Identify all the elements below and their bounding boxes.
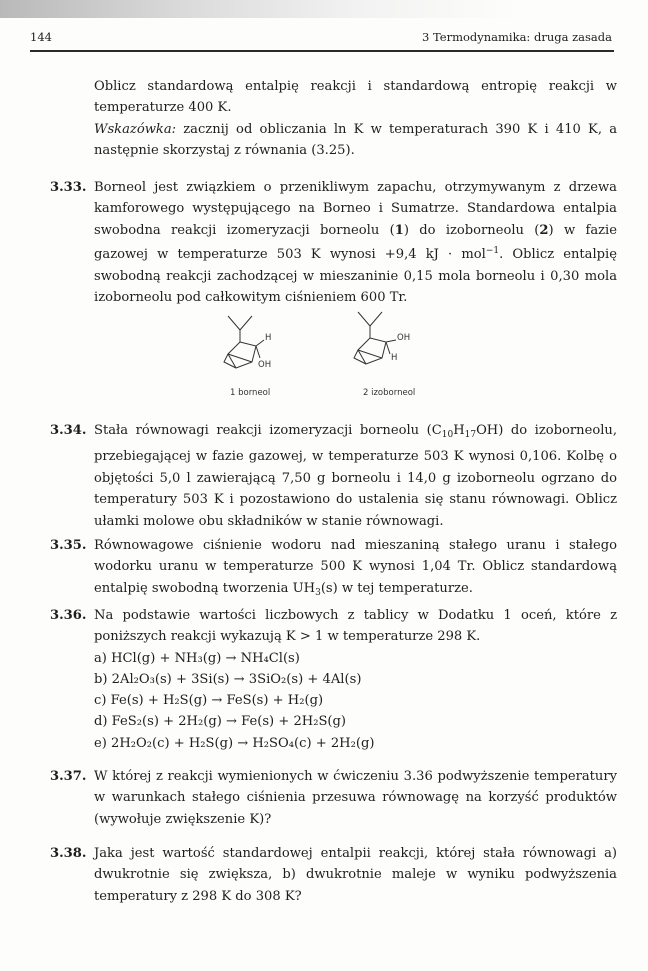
p334-sub2: 17 — [464, 430, 477, 440]
p333-ref1: 1 — [394, 222, 404, 238]
scan-shadow — [0, 0, 648, 18]
running-title: 3 Termodynamika: druga zasada — [422, 30, 612, 44]
problem-3-35 — [94, 535, 617, 604]
p334-t1: H — [453, 423, 465, 438]
label-oh-2: OH — [397, 333, 411, 343]
isoborneol-structure — [354, 312, 396, 364]
header-rule — [30, 50, 614, 52]
problem-3-38: Jaka jest wartość standardowej entalpii reakcji, której stała równowagi a) dwukrotnie się zwiększa, b) dwukrotnie maleje w wyniku podwyższenia temperatury z 298 K do 308 K? — [94, 846, 617, 904]
reaction-list — [94, 648, 617, 754]
caption-borneol: 1 borneol — [230, 388, 271, 398]
intro-text: Oblicz standardową entalpię reakcji i standardową entropię reakcji w temperaturze 400 K. — [94, 79, 617, 116]
p335-sub1: 3 — [315, 587, 321, 598]
p334-sub1: 10 — [441, 430, 454, 440]
problem-3-34 — [94, 420, 617, 532]
p333-sup: −1 — [485, 246, 500, 257]
problem-number-3-33: 3.33. — [50, 180, 87, 195]
label-h-2: H — [391, 353, 398, 363]
hint-text: zacznij od obliczania ln K w temperaturach 390 K i 410 K, a następnie skorzystaj z równania (3.25). — [94, 121, 617, 159]
problem-number-3-35: 3.35. — [50, 538, 87, 553]
p334-text-a: Stała równowagi reakcji izomeryzacji borneolu (C — [94, 423, 442, 438]
caption-isoborneol: 2 izoborneol — [363, 388, 416, 398]
hint-label: Wskazówka: — [94, 121, 177, 137]
intro-paragraph — [94, 76, 617, 162]
reaction-e: e) 2H₂O₂(c) + H₂S(g) → H₂SO₄(c) + 2H₂(g) — [94, 735, 375, 751]
label-h-1: H — [265, 333, 272, 343]
problem-number-3-36: 3.36. — [50, 608, 87, 623]
borneol-figure — [200, 310, 460, 400]
problem-number-3-37: 3.37. — [50, 769, 87, 784]
p336-text: Na podstawie wartości liczbowych z tablicy w Dodatku 1 oceń, które z poniższych reakcji wykazują K > 1 w temperaturze 298 K. — [94, 608, 617, 645]
page-header — [30, 30, 612, 46]
p333-ref2: 2 — [539, 222, 549, 238]
p333-text-d: . Oblicz entalpię swobodną reakcji zachodzącej w mieszaninie 0,15 mola borneolu i 0,30 mola izoborneolu pod całkowitym ciśnieniem 600 Tr. — [94, 247, 617, 306]
problem-3-36 — [94, 605, 617, 754]
reaction-a: a) HCl(g) + NH₃(g) → NH₄Cl(s) — [94, 650, 300, 666]
problem-number-3-38: 3.38. — [50, 846, 87, 861]
p333-text-c: ) w fazie gazowej w temperaturze 503 K wynosi +9,4 kJ · mol — [94, 222, 617, 263]
p333-text-a: Borneol jest związkiem o przenikliwym zapachu, otrzymywanym z drzewa kamforowego występującego na Borneo i Sumatrze. Standardowa entalpia swobodna reakcji izomeryzacji borneolu ( — [94, 180, 617, 238]
reaction-d: d) FeS₂(s) + 2H₂(g) → Fe(s) + 2H₂S(g) — [94, 714, 347, 730]
reaction-b: b) 2Al₂O₃(s) + 3Si(s) → 3SiO₂(s) + 4Al(s) — [94, 672, 362, 688]
p333-text-b: ) do izoborneolu ( — [403, 222, 540, 238]
problem-3-37: W której z reakcji wymienionych w ćwiczeniu 3.36 podwyższenie temperatury w warunkach stałego ciśnienia przesuwa równowagę na korzyść produktów (wywołuje zwiększenie K)? — [94, 769, 617, 827]
reaction-c: c) Fe(s) + H₂S(g) → FeS(s) + H₂(g) — [94, 693, 324, 709]
label-oh-1: OH — [258, 360, 272, 370]
page-number: 144 — [30, 30, 52, 44]
borneol-structures — [200, 310, 460, 400]
problem-3-33 — [94, 177, 617, 308]
p335-text-b: (s) w tej temperaturze. — [320, 580, 473, 596]
problem-number-3-34: 3.34. — [50, 423, 87, 438]
p334-text-b: OH) do izoborneolu, przebiegającej w fazie gazowej, w temperaturze 503 K wynosi 0,106. Kolbę o objętości 5,0 l zawierającą 7,50 g borneolu i 14,0 g izoborneolu ogrzano do temperatury 503 K i pozostawiono do ustalenia się stanu równowagi. Oblicz ułamki molowe obu składników w stanie równowagi. — [94, 423, 617, 529]
p335-text-a: Równowagowe ciśnienie wodoru nad mieszaniną stałego uranu i stałego wodorku uranu w temperaturze 500 K wynosi 1,04 Tr. Oblicz standardową entalpię swobodną tworzenia UH — [94, 538, 617, 596]
